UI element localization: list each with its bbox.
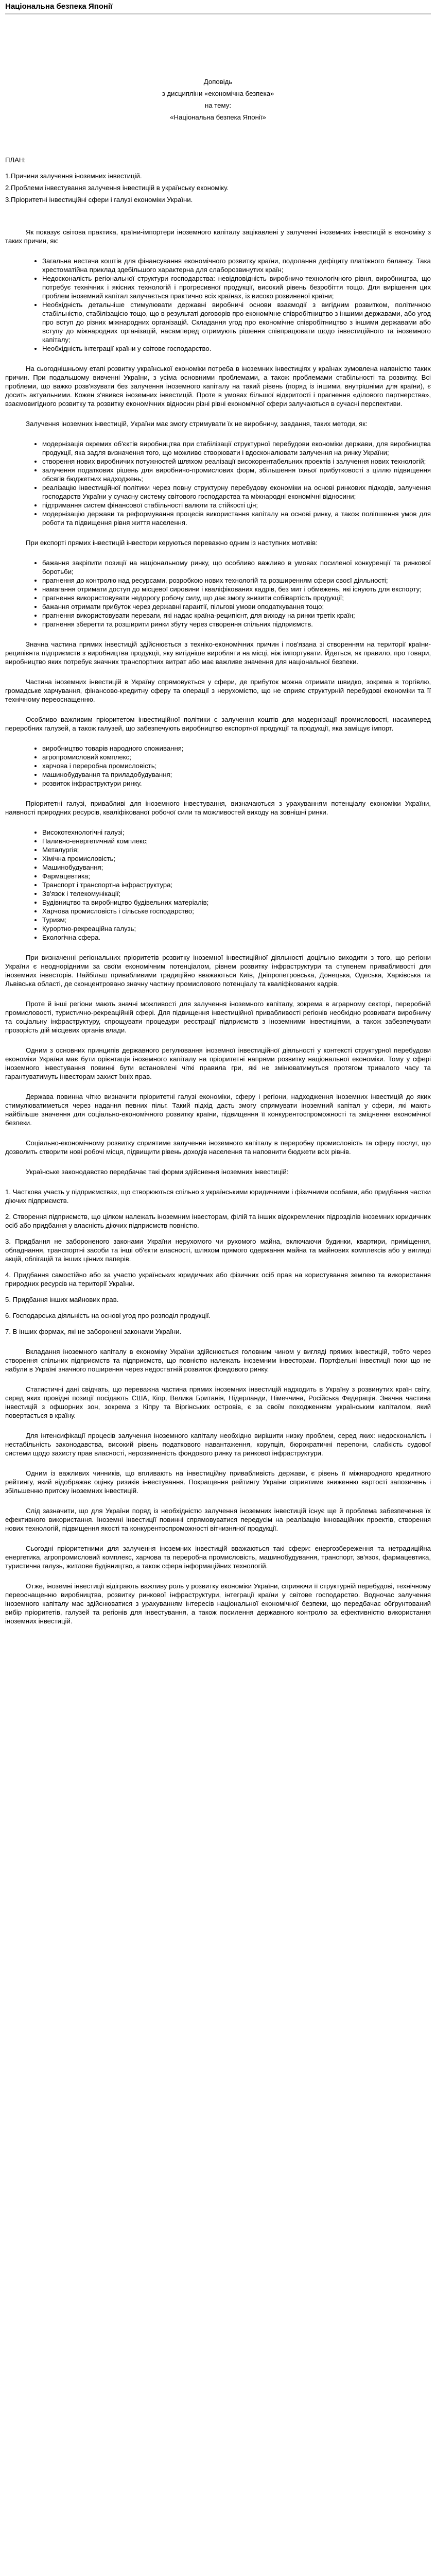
paragraph: Держава повинна чітко визначити пріоритетні галузі економіки, сферу і регіони, надходження іноземних інвестицій до яких стимулюватиметься через надання певних пільг. Такий підхід дасть змогу спрямувати іноземний капітал у сфери, які мають найбільше значення для соціально-економічного розвитку країни, підвищення її конкурентоспроможності та зміцнення економічної безпеки.	[5, 1093, 431, 1127]
header-spacer	[5, 21, 431, 77]
list-item: • Фармацевтика;	[42, 872, 431, 880]
list-item: 7. В інших формах, які не заборонені законами України.	[5, 1328, 182, 1335]
topic-label: на тему:	[205, 101, 231, 109]
bullet-list	[5, 828, 431, 942]
paragraph: Соціально-економічному розвитку сприятиме залучення іноземного капіталу в переробну промисловість та сферу послуг, що дозволить створити нові робочі місця, підвищити рівень доходів населення та наповнити бюджети всіх рівнів.	[5, 1139, 431, 1156]
paragraph: Пріоритетні галузі, привабливі для іноземного інвестування, визначаються з урахуванням потенціалу економіки України, наявності природних ресурсів, кваліфікованої робочої сили та можливостей виходу на зовнішні ринки.	[5, 800, 431, 816]
list-item: • модернізація окремих об'єктів виробництва при стабілізації структурної перебудови економіки держави, для виробництва продукції, яка задля визначення того, що можливо створювати і вдосконалювати залучення на ринку України;	[42, 439, 431, 457]
list-item: • прагнення використовувати переваги, які надає країна-реципієнт, для виходу на ринки третіх країн;	[42, 611, 431, 620]
list-item: 3. Придбання не забороненого законами України нерухомого чи рухомого майна, включаючи будинки, квартири, приміщення, обладнання, транспортні засоби та інші об'єкти власності, шляхом прямого одержання майна та майнових комплексів або у вигляді акцій, облігацій та інших цінних паперів.	[5, 1238, 431, 1263]
plan-item: 3.Пріоритетні інвестиційні сфери і галузі економіки України.	[5, 196, 193, 204]
list-item: • виробництво товарів народного споживання;	[42, 744, 431, 753]
paragraph: На сьогоднішньому етапі розвитку української економіки потреба в іноземних інвестиціях у країнах зумовлена наявністю таких причин. При подальшому вивченні України, з усіма основними проблемами, а також проблемами стабільності та розвитку. Всі проблеми, що важко розв'язувати без залучення іноземного капіталу на такий рівень (поряд із іншими, внутрішніми для країни), є досить актуальними. Кожен з'явився іноземних інвестицій. Проте в умовах більшої відкритості і прагнення «ділового партнерства», взаємовигідного розвитку та розвитку економічних відносин різні рівні економічної сфери залучаються в сучасні перспективи.	[5, 365, 431, 408]
paragraph: Частина іноземних інвестицій в Україну спрямовується у сфери, де прибуток можна отримати швидко, зокрема в торгівлю, громадське харчування, фінансово-кредитну сферу та операції з нерухомістю, що не сприяє структурній перебудові економіки та її технічному переоснащенню.	[5, 678, 431, 703]
bullet-list	[5, 439, 431, 527]
list-item: • харчова і переробна промисловість;	[42, 761, 431, 770]
list-item: 6. Господарська діяльність на основі угод про розподіл продукції.	[5, 1312, 211, 1319]
list-item: 5. Придбання інших майнових прав.	[5, 1296, 119, 1303]
list-item: • намагання отримати доступ до місцевої сировини і кваліфікованих кадрів, без мит і обмежень, які існують для експорту;	[42, 585, 431, 594]
paragraph: При визначенні регіональних пріоритетів розвитку іноземної інвестиційної діяльності доцільно виходити з того, що регіони України є неоднорідними за своїм економічним потенціалом, рівнем розвитку інфраструктури та ступенем привабливості для іноземних інвесторів. Найбільш привабливими традиційно вважаються Київ, Дніпропетровська, Донецька, Одеська, Харківська та Львівська області, де сконцентровано значну частину промислового потенціалу та кваліфікованих кадрів.	[5, 954, 431, 988]
list-item: • прагнення до контролю над ресурсами, розробкою нових технологій та розширенням сфери своєї діяльності;	[42, 576, 431, 585]
paragraph: Особливо важливим пріоритетом інвестиційної політики є залучення коштів для модернізації промисловості, насамперед переробних галузей, а також галузей, що забезпечують виробництво експортної продукції та продукції, яка заміщує імпорт.	[5, 716, 431, 732]
list-item: • Будівництво та виробництво будівельних матеріалів;	[42, 898, 431, 907]
bullet-list	[5, 744, 431, 788]
paragraph: Одним із важливих чинників, що впливають на інвестиційну привабливість держави, є рівень її міжнародного кредитного рейтингу, який відображає оцінку ризиків інвестування. Покращення рейтингу України сприятиме зниженню вартості запозичень і збільшенню притоку іноземних інвестицій.	[5, 1469, 431, 1495]
list-item: • Машинобудування;	[42, 863, 431, 872]
plan-heading: ПЛАН:	[5, 156, 26, 164]
list-item: • Курортно-рекреаційна галузь;	[42, 924, 431, 933]
paragraph: Отже, іноземні інвестиції відіграють важливу роль у розвитку економіки України, сприяючи її структурній перебудові, технічному переоснащенню виробництва, розвитку ринкової інфраструктури, інтеграції країни у світове господарство. Водночас залучення іноземного капіталу має здійснюватися з урахуванням інтересів національної економічної безпеки, що передбачає обґрунтований вибір пріоритетів, галузей та регіонів для інвестування, а також посилення державного контролю за ефективністю використання іноземних інвестицій.	[5, 1582, 431, 1625]
list-item: • Хімічна промисловість;	[42, 854, 431, 863]
paragraph: Як показує світова практика, країни-імпортери іноземного капіталу зацікавлені у залученні іноземних інвестицій в економіку з таких причин, як:	[5, 228, 431, 245]
list-item: • Паливно-енергетичний комплекс;	[42, 837, 431, 845]
paragraph: При експорті прямих інвестицій інвестори керуються переважно одним із наступних мотивів:	[26, 539, 318, 547]
paragraph: Українське законодавство передбачає такі форми здійснення іноземних інвестицій:	[26, 1168, 289, 1176]
list-item: • прагнення зберегти та розширити ринки збуту через створення спільних підприємств.	[42, 620, 431, 629]
bullet-list	[5, 558, 431, 629]
list-item: • Харчова промисловість і сільське господарство;	[42, 907, 431, 916]
list-item: • Зв'язок і телекомунікації;	[42, 889, 431, 898]
list-item: • Металургія;	[42, 845, 431, 854]
list-item: 2. Створення підприємств, що цілком належать іноземним інвесторам, філій та інших відокремлених підрозділів іноземних юридичних осіб або придбання у власність діючих підприємств повністю.	[5, 1213, 431, 1229]
list-item: • бажання закріпити позиції на національному ринку, що особливо важливо в умовах посиленої конкуренції та ринкової боротьби;	[42, 558, 431, 576]
plan-spacer	[5, 207, 431, 228]
paragraph: Для інтенсифікації процесів залучення іноземного капіталу необхідно вирішити низку проблем, серед яких: недосконалість і нестабільність законодавства, високий рівень податкового навантаження, корупція, бюрократичні перепони, слабкість судової системи щодо захисту прав власності, нерозвиненість фондового ринку та ринкової інфраструктури.	[5, 1432, 431, 1457]
list-item: • бажання отримати прибуток через державні гарантії, пільгові умови оподаткування тощо;	[42, 602, 431, 611]
body-content	[5, 228, 431, 1625]
title-divider	[5, 13, 431, 14]
list-item: • Туризм;	[42, 916, 431, 924]
plan-item: 1.Причини залучення іноземних інвестицій.	[5, 172, 142, 180]
paragraph: Проте й інші регіони мають значні можливості для залучення іноземного капіталу, зокрема в аграрному секторі, переробній промисловості, туристично-рекреаційній сфері. Для підвищення інвестиційної привабливості регіонів необхідно розвивати виробничу та соціальну інфраструктуру, спрощувати процедури реєстрації підприємств з іноземними інвестиціями, а також забезпечувати прозорість дій місцевих органів влади.	[5, 1000, 431, 1034]
paragraph: Статистичні дані свідчать, що переважна частина прямих іноземних інвестицій надходить в Україну з розвинутих країн світу, серед яких провідні позиції посідають США, Кіпр, Велика Британія, Нідерланди, Німеччина, Російська Федерація. Значна частина інвестицій з офшорних зон, зокрема з Кіпру та Віргінських островів, є за своїм походженням українським капіталом, який повертається в країну.	[5, 1385, 431, 1419]
paragraph: Залучення іноземних інвестицій, України має змогу стримувати їх не виробничу, завдання, таких методи, як:	[26, 420, 368, 428]
list-item: • створення нових виробничих потужностей шляхом реалізації високорентабельних проектів і залучення нових технологій;	[42, 457, 431, 466]
list-item: • підтримання систем фінансової стабільності валюти та стійкості цін;	[42, 501, 431, 510]
list-item: • Загальна нестача коштів для фінансування економічного розвитку країни, подолання дефіциту платіжного балансу. Така хрестоматійна приклад здебільшого характерна для слаборозвинутих країн;	[42, 257, 431, 274]
numbered-list	[5, 1188, 431, 1336]
list-item: • модернізацію держави та реформування процесів використання капіталу на основі ринку, а також поліпшення умов для роботи та підвищення рівня життя населення.	[42, 510, 431, 527]
list-item: • залучення податкових рішень для виробничо-промислових форм, збільшення їхньої прибутковості з ціллю підвищення обсягів бюджетних надходжень;	[42, 466, 431, 483]
list-item: • розвиток інфраструктури ринку.	[42, 779, 431, 788]
list-item: • Недосконалість регіональної структури господарства: невідповідність виробничо-технологічного рівня, виробництва, що потребує технічних і якісних технологій і прогресивної продукції, високий рівень безробіття тощо. Для вирішення цих проблем іноземний капітал залучається практично всіх країнах, із високо розвиненої країни;	[42, 274, 431, 300]
list-item: 4. Придбання самостійно або за участю українських юридичних або фізичних осіб прав на користування землею та використання природних ресурсів на території України.	[5, 1271, 431, 1287]
plan-list	[5, 172, 431, 204]
topic-title: «Національна безпека Японії»	[170, 113, 266, 121]
list-item: • реалізацію інвестиційної політики через повну структурну перебудову економіки на основі ринкових підходів, залучення господарств України у сучасну систему світового господарства та міжнародні економічні відносини;	[42, 483, 431, 501]
doc-label: Доповідь	[203, 78, 233, 86]
paragraph: Вкладання іноземного капіталу в економіку України здійснюється головним чином у вигляді прямих інвестицій, тобто через створення спільних підприємств та підприємств, що повністю належать іноземним інвесторам. Портфельні інвестиції поки що не набули в Україні значного поширення через недостатній розвиток фондового ринку.	[5, 1348, 431, 1373]
paragraph: Одним з основних принципів державного регулювання іноземної інвестиційної діяльності у контексті структурної перебудови економіки України має бути орієнтація іноземного капіталу на пріоритетні напрями розвитку національної економіки. Тому у сфері іноземного інвестування повинні бути встановлені чіткі правила гри, які не змінюватимуться протягом тривалого часу та гарантуватимуть інвесторам захист їхніх прав.	[5, 1046, 431, 1080]
list-item: • машинобудування та приладобудування;	[42, 770, 431, 779]
bullet-list	[5, 257, 431, 353]
list-item: • агропромисловий комплекс;	[42, 753, 431, 761]
paragraph: Сьогодні пріоритетними для залучення іноземних інвестицій вважаються такі сфери: енергозбереження та нетрадиційна енергетика, агропромисловий комплекс, харчова та переробна промисловість, машинобудування, транспорт, зв'язок, фармацевтика, туристична галузь, житлове будівництво, а також сфера інформаційних технологій.	[5, 1545, 431, 1570]
page-title: Національна безпека Японії	[5, 2, 113, 11]
list-item: • Високотехнологічні галузі;	[42, 828, 431, 837]
list-item: 1. Часткова участь у підприємствах, що створюються спільно з українськими юридичними і фізичними особами, або придбання частки діючих підприємств.	[5, 1188, 431, 1205]
list-item: • Необхідність детальніше стимулювати державні виробничі основи взаємодії з вигідним розвитком, політичною стабільністю, стабілізацією тощо, що в результаті договорів про економічне співробітництво з іншими державами, або угод про вступ до різних міжнародних організацій. Складання угод про економічне співробітництво з іншими державами або вступу до міжнародних організацій, насамперед отримують рішення співпрацювати щодо інвестиційного та іноземного капіталу;	[42, 300, 431, 344]
list-item: • Транспорт і транспортна інфраструктура;	[42, 880, 431, 889]
paragraph: Слід зазначити, що для України поряд із необхідністю залучення іноземних інвестицій існує ще й проблема забезпечення їх ефективного використання. Іноземні інвестиції повинні спрямовуватися передусім на реалізацію інноваційних проектів, створення нових технологій, підвищення якості та конкурентоспроможності вітчизняної продукції.	[5, 1507, 431, 1532]
list-item: • Екологічна сфера.	[42, 933, 431, 942]
list-item: • Необхідність інтеграції країни у світове господарство.	[42, 344, 431, 353]
list-item: • прагнення використовувати недорогу робочу силу, що дає змогу знизити собівартість продукції;	[42, 594, 431, 602]
plan-item: 2.Проблеми інвестування залучення інвестицій в українську економіку.	[5, 184, 229, 192]
paragraph: Значна частина прямих інвестицій здійснюється з техніко-економічних причин і пов'язана зі створенням на території країни-реципієнта підприємств з виробництва продукції, яку вигідніше виробляти на місці, ніж імпортувати. Йдеться, як правило, про товари, виробництво яких потребує значних транспортних витрат або має важливе значення для національної безпеки.	[5, 640, 431, 666]
subject-line: з дисципліни «економічна безпека»	[162, 90, 274, 97]
